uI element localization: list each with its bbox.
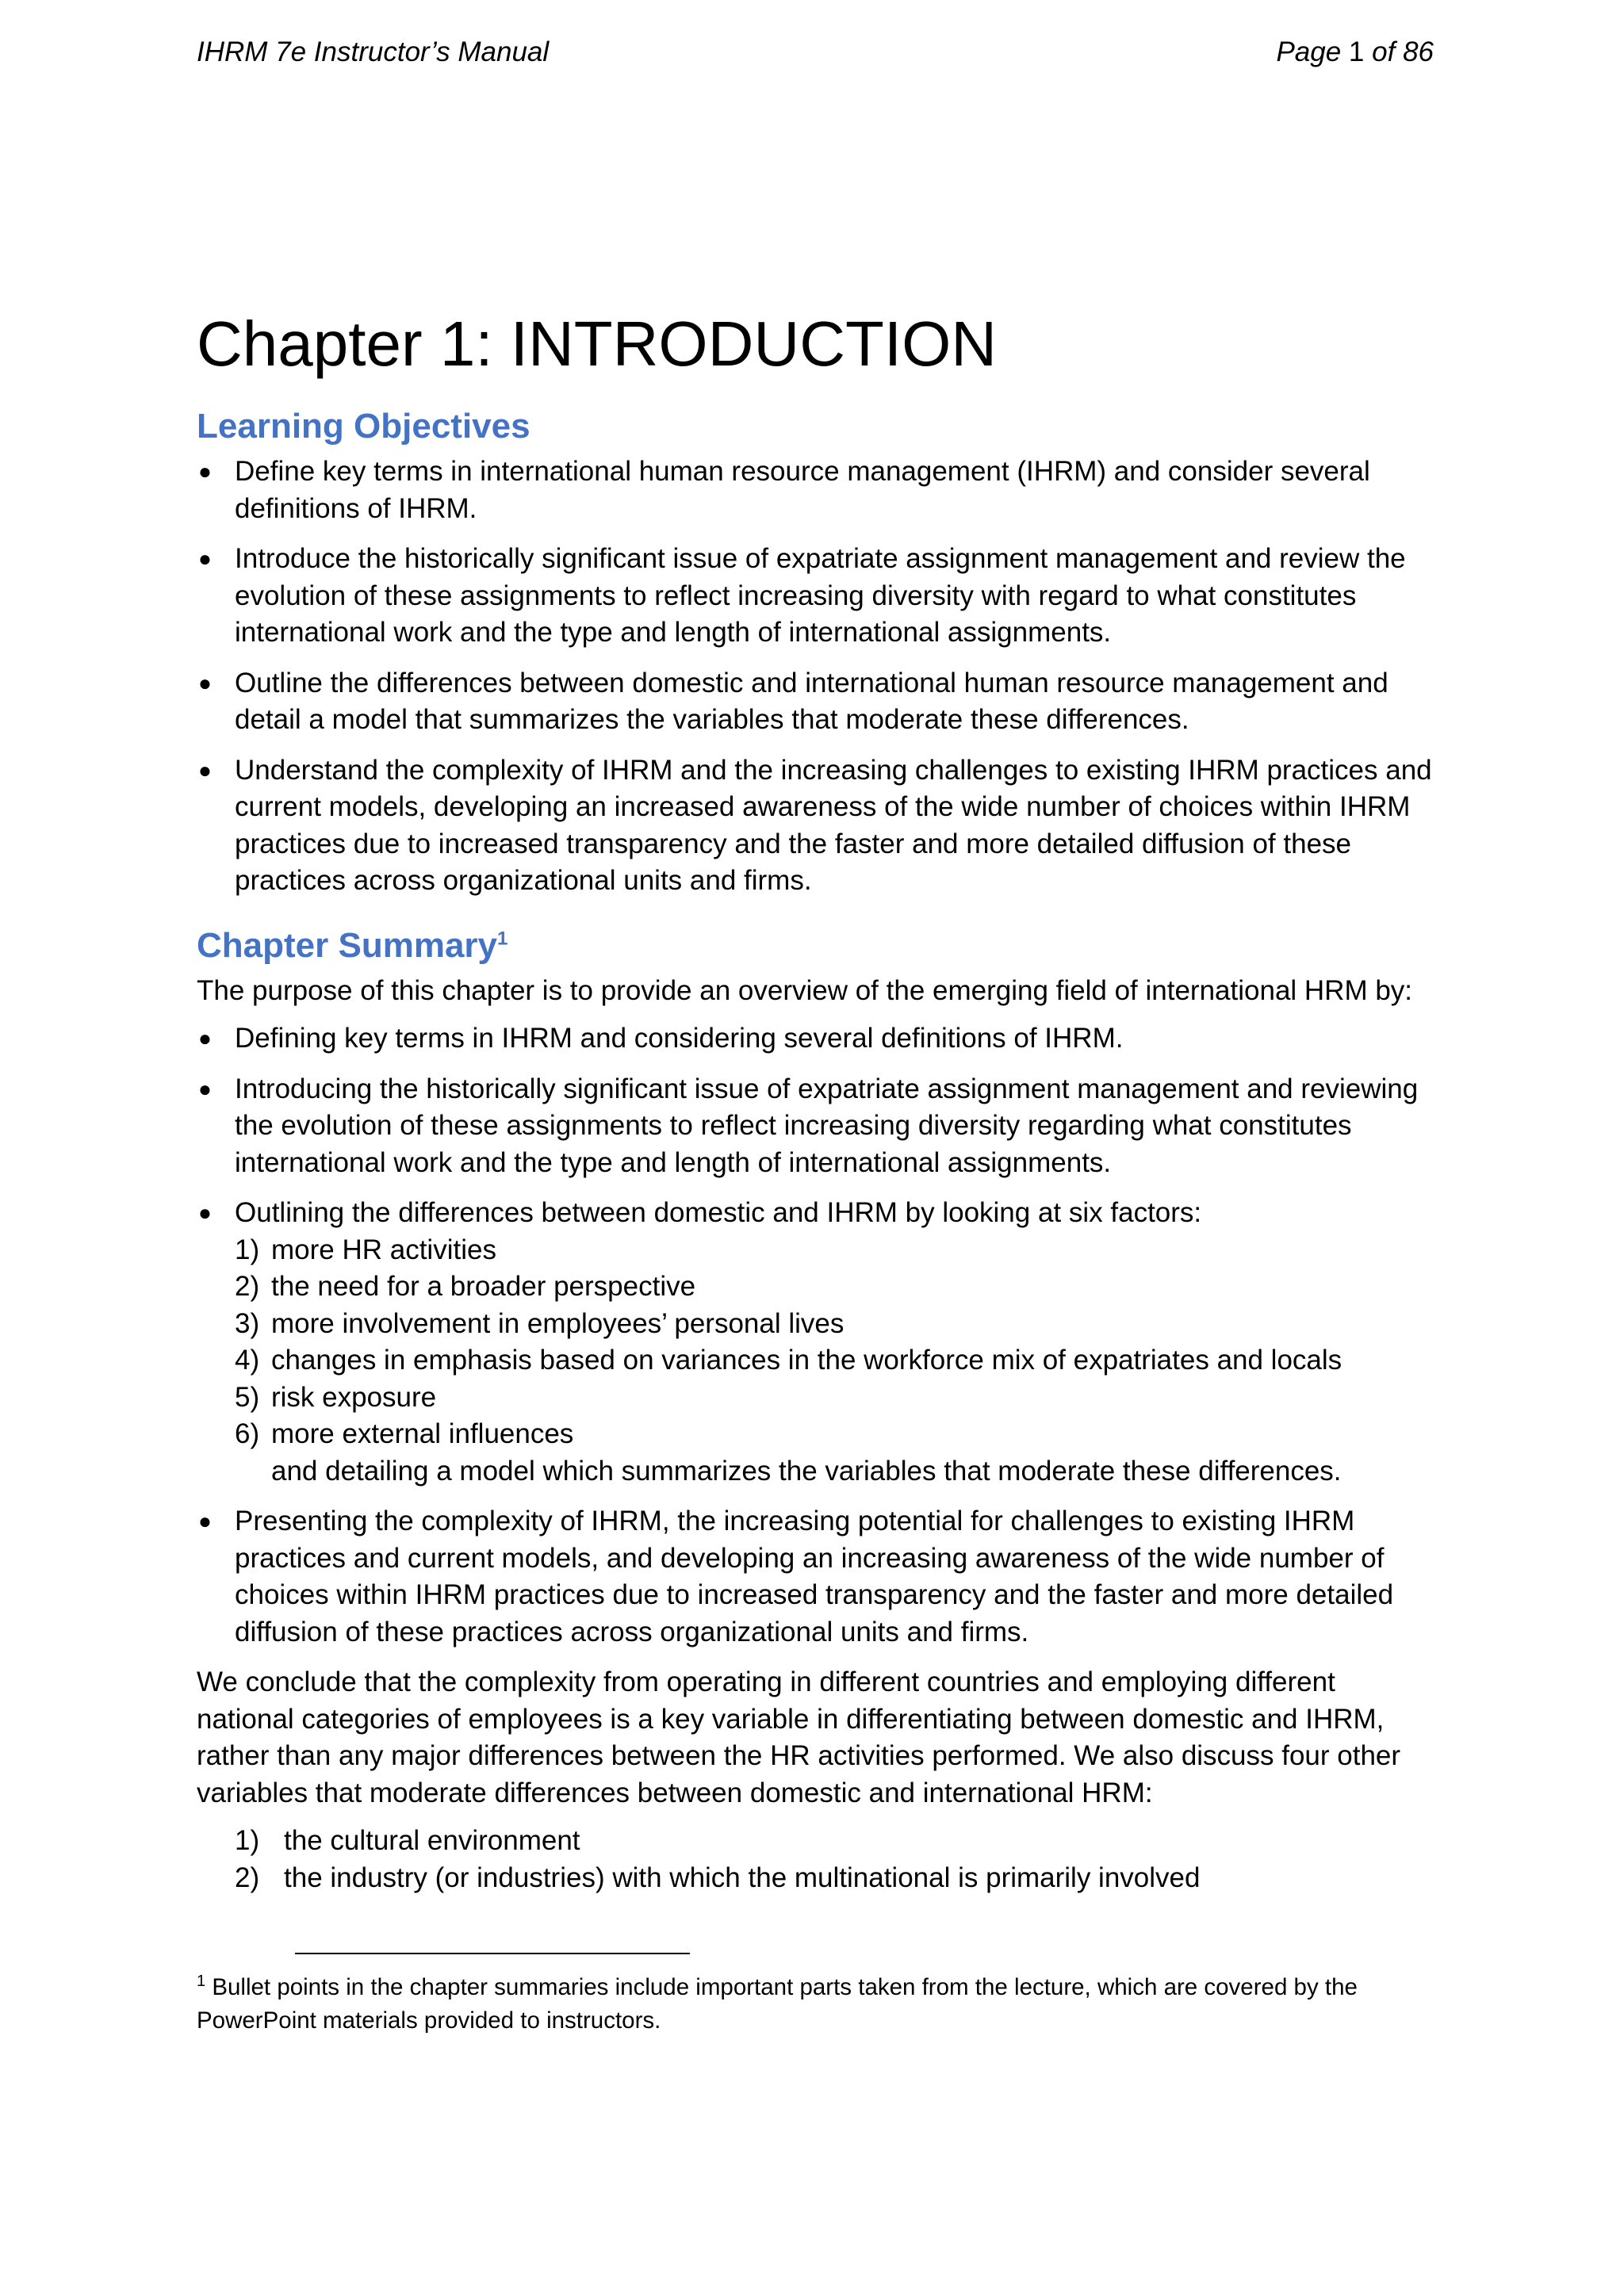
- factors-tail: and detailing a model which summarizes the variables that moderate these differences.: [271, 1455, 1342, 1487]
- conclusion-paragraph: We conclude that the complexity from operating in different countries and employing different national categories of employees is a key variable in differentiating between domestic and IHRM, rather than any major differences between the HR activities performed. We also discuss four other variables that moderate differences between domestic and international HRM:: [197, 1667, 1401, 1808]
- footnote-text: Bullet points in the chapter summaries include important parts taken from the lecture, which are covered by the PowerPoint materials provided to instructors.: [197, 1974, 1358, 2034]
- list-item: ● Presenting the complexity of IHRM, the increasing potential for challenges to existing IHRM practices and current models, and developing an increasing awareness of the wide number of choices within IHRM practices due to increased transparency and the faster and more detailed diffusion of these practices across organizational units and firms.: [197, 1503, 1434, 1651]
- list-item: ● Define key terms in international human resource management (IHRM) and consider several definitions of IHRM.: [197, 453, 1434, 527]
- list-item: ● Introduce the historically significant issue of expatriate assignment management and review the evolution of these assignments to reflect increasing diversity with regard to what constitutes international work and the type and length of international assignments.: [197, 541, 1434, 652]
- factor-item: 3) more involvement in employees’ personal lives: [235, 1307, 845, 1339]
- factor-item: 1) more HR activities: [235, 1234, 496, 1265]
- variable-item: 2) the industry (or industries) with which the multinational is primarily involved: [235, 1862, 1201, 1893]
- footnote-separator: [295, 1953, 690, 1954]
- learning-objectives-heading: Learning Objectives: [197, 407, 530, 446]
- list-item: ● Defining key terms in IHRM and considering several definitions of IHRM.: [197, 1020, 1434, 1058]
- page-number: Page 1 of 86: [1276, 36, 1434, 67]
- factors-lead: ● Outlining the differences between domestic and IHRM by looking at six factors:: [235, 1197, 1202, 1228]
- chapter-title: Chapter 1: INTRODUCTION: [197, 308, 998, 379]
- footnote-reference[interactable]: 1: [497, 927, 508, 949]
- running-header: [197, 36, 1434, 68]
- variables-list: [197, 1823, 1434, 1896]
- list-item: ● Outline the differences between domestic and international human resource management and detail a model that summarizes the variables that moderate these differences.: [197, 665, 1434, 739]
- learning-objectives-list: [197, 453, 1434, 900]
- factor-item: 5) risk exposure: [235, 1381, 437, 1413]
- footnote: [197, 1971, 1434, 2038]
- footnote-marker: 1: [197, 1973, 206, 1991]
- summary-intro: The purpose of this chapter is to provide an overview of the emerging field of international HRM by:: [197, 974, 1413, 1006]
- summary-list: [197, 1020, 1434, 1651]
- factor-item: 2) the need for a broader perspective: [235, 1271, 696, 1302]
- list-item: [197, 1195, 1434, 1490]
- page-content: [197, 308, 1434, 1896]
- variable-item: 1) the cultural environment: [235, 1825, 580, 1856]
- list-item: ● Introducing the historically significant issue of expatriate assignment management and reviewing the evolution of these assignments to reflect increasing diversity regarding what constitutes international work and the type and length of international assignments.: [197, 1071, 1434, 1182]
- factors-list: [235, 1232, 1434, 1453]
- list-item: ● Understand the complexity of IHRM and the increasing challenges to existing IHRM practices and current models, developing an increased awareness of the wide number of choices within IHRM practices due to increased transparency and the faster and more detailed diffusion of these practices across organizational units and firms.: [197, 752, 1434, 900]
- chapter-summary-heading: Chapter Summary$^1$: [197, 925, 508, 965]
- factor-item: 6) more external influences: [235, 1418, 574, 1449]
- factor-item: 4) changes in emphasis based on variances in the workforce mix of expatriates and locals: [235, 1345, 1342, 1376]
- manual-title: IHRM 7e Instructor’s Manual: [197, 36, 550, 67]
